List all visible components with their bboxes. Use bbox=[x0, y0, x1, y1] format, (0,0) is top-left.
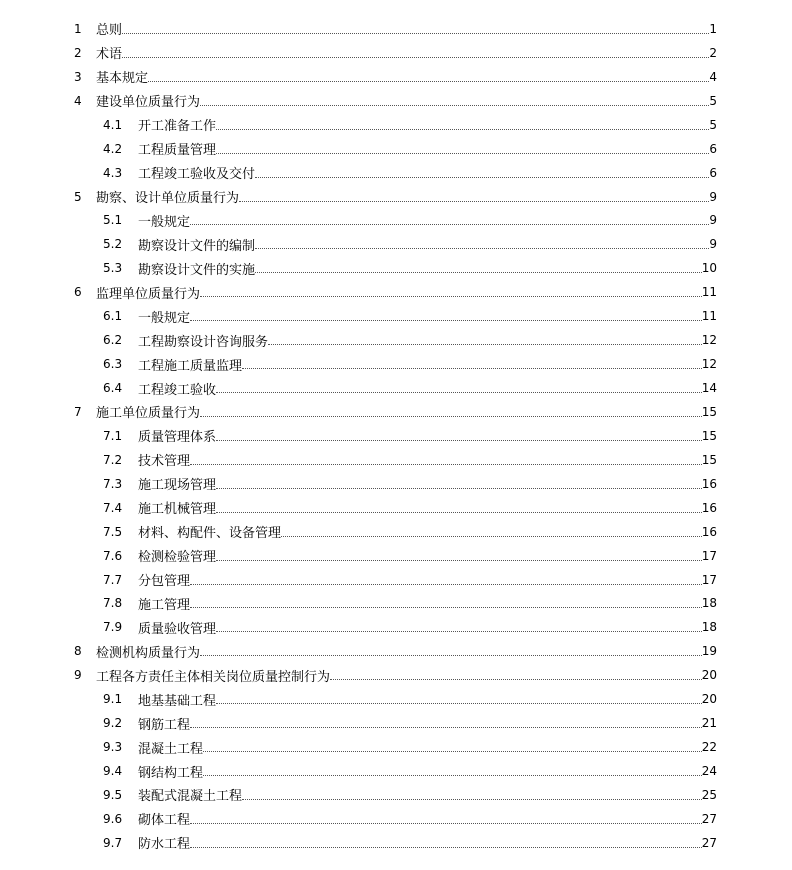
toc-entry-page: 12 bbox=[701, 357, 717, 372]
toc-dot-leader bbox=[200, 416, 702, 417]
toc-entry-number: 9.4 bbox=[103, 764, 123, 779]
toc-entry-title: 质量验收管理 bbox=[138, 621, 217, 637]
toc-section-entry bbox=[0, 568, 792, 592]
toc-entry-number: 5.2 bbox=[103, 237, 123, 252]
toc-entry-page: 17 bbox=[701, 548, 717, 563]
toc-dot-leader bbox=[239, 201, 709, 202]
toc-section-entry bbox=[0, 209, 792, 233]
toc-entry-page: 15 bbox=[701, 428, 717, 443]
toc-section-entry bbox=[0, 376, 792, 400]
toc-chapter-entry bbox=[0, 17, 792, 41]
toc-entry-page: 16 bbox=[701, 476, 717, 491]
toc-chapter-entry bbox=[0, 65, 792, 89]
toc-section-entry bbox=[0, 687, 792, 711]
toc-entry-number: 6.1 bbox=[103, 309, 123, 324]
toc-entry-number: 5.3 bbox=[103, 261, 123, 276]
toc-dot-leader bbox=[242, 368, 702, 369]
toc-dot-leader bbox=[255, 177, 709, 178]
toc-entry-title: 工程竣工验收 bbox=[138, 382, 217, 398]
toc-section-entry bbox=[0, 615, 792, 639]
toc-dot-leader bbox=[190, 320, 702, 321]
toc-entry-title: 勘察、设计单位质量行为 bbox=[96, 191, 240, 207]
toc-section-entry bbox=[0, 831, 792, 855]
toc-dot-leader bbox=[216, 153, 709, 154]
toc-section-entry bbox=[0, 592, 792, 616]
toc-entry-title: 勘察设计文件的实施 bbox=[138, 262, 256, 278]
toc-dot-leader bbox=[268, 344, 702, 345]
toc-dot-leader bbox=[242, 799, 702, 800]
toc-entry-title: 术语 bbox=[96, 47, 123, 63]
toc-entry-number: 7.8 bbox=[103, 596, 123, 611]
toc-section-entry bbox=[0, 807, 792, 831]
toc-entry-number: 7.5 bbox=[103, 524, 123, 539]
toc-section-entry bbox=[0, 232, 792, 256]
toc-section-entry bbox=[0, 424, 792, 448]
toc-entry-title: 施工管理 bbox=[138, 597, 191, 613]
toc-dot-leader bbox=[200, 105, 709, 106]
toc-entry-title: 地基基础工程 bbox=[138, 693, 217, 709]
toc-entry-page: 22 bbox=[701, 740, 717, 755]
toc-entry-number: 6 bbox=[74, 285, 82, 300]
toc-entry-page: 18 bbox=[701, 596, 717, 611]
toc-entry-title: 建设单位质量行为 bbox=[96, 95, 201, 111]
toc-section-entry bbox=[0, 304, 792, 328]
toc-entry-number: 6.4 bbox=[103, 381, 123, 396]
toc-entry-number: 9.2 bbox=[103, 716, 123, 731]
toc-dot-leader bbox=[203, 751, 702, 752]
toc-dot-leader bbox=[216, 512, 702, 513]
table-of-contents bbox=[0, 17, 792, 855]
toc-entry-page: 10 bbox=[701, 261, 717, 276]
toc-entry-number: 7.2 bbox=[103, 452, 123, 467]
toc-dot-leader bbox=[190, 727, 702, 728]
toc-entry-number: 7 bbox=[74, 404, 82, 419]
toc-entry-title: 勘察设计文件的编制 bbox=[138, 238, 256, 254]
toc-dot-leader bbox=[216, 488, 702, 489]
toc-section-entry bbox=[0, 448, 792, 472]
toc-entry-title: 监理单位质量行为 bbox=[96, 286, 201, 302]
toc-entry-page: 24 bbox=[701, 764, 717, 779]
toc-entry-page: 12 bbox=[701, 333, 717, 348]
toc-entry-title: 钢筋工程 bbox=[138, 717, 191, 733]
toc-chapter-entry bbox=[0, 400, 792, 424]
toc-dot-leader bbox=[148, 81, 709, 82]
toc-entry-number: 8 bbox=[74, 644, 82, 659]
toc-entry-number: 4 bbox=[74, 93, 82, 108]
toc-entry-title: 装配式混凝土工程 bbox=[138, 789, 243, 805]
toc-dot-leader bbox=[190, 224, 709, 225]
toc-entry-title: 一般规定 bbox=[138, 214, 191, 230]
toc-entry-number: 9.3 bbox=[103, 740, 123, 755]
toc-entry-page: 9 bbox=[709, 237, 717, 252]
toc-entry-page: 17 bbox=[701, 572, 717, 587]
toc-section-entry bbox=[0, 520, 792, 544]
toc-entry-number: 7.6 bbox=[103, 548, 123, 563]
toc-section-entry bbox=[0, 161, 792, 185]
toc-entry-page: 25 bbox=[701, 787, 717, 802]
toc-entry-title: 工程质量管理 bbox=[138, 143, 217, 159]
toc-entry-page: 20 bbox=[701, 692, 717, 707]
toc-entry-page: 16 bbox=[701, 524, 717, 539]
toc-entry-number: 4.3 bbox=[103, 165, 123, 180]
toc-entry-number: 7.7 bbox=[103, 572, 123, 587]
toc-entry-number: 7.9 bbox=[103, 620, 123, 635]
toc-entry-page: 18 bbox=[701, 620, 717, 635]
toc-dot-leader bbox=[190, 847, 702, 848]
toc-entry-title: 质量管理体系 bbox=[138, 430, 217, 446]
toc-entry-title: 技术管理 bbox=[138, 454, 191, 470]
toc-entry-number: 6.3 bbox=[103, 357, 123, 372]
toc-section-entry bbox=[0, 137, 792, 161]
toc-entry-page: 20 bbox=[701, 668, 717, 683]
toc-entry-number: 6.2 bbox=[103, 333, 123, 348]
toc-section-entry bbox=[0, 544, 792, 568]
toc-chapter-entry bbox=[0, 185, 792, 209]
toc-entry-title: 工程勘察设计咨询服务 bbox=[138, 334, 269, 350]
toc-dot-leader bbox=[190, 464, 702, 465]
toc-entry-title: 混凝土工程 bbox=[138, 741, 204, 757]
toc-entry-title: 防水工程 bbox=[138, 837, 191, 853]
toc-entry-title: 一般规定 bbox=[138, 310, 191, 326]
toc-entry-page: 5 bbox=[709, 93, 717, 108]
toc-dot-leader bbox=[122, 33, 709, 34]
toc-entry-number: 5 bbox=[74, 189, 82, 204]
toc-entry-title: 材料、构配件、设备管理 bbox=[138, 526, 282, 542]
toc-entry-page: 1 bbox=[709, 21, 717, 36]
toc-entry-title: 开工准备工作 bbox=[138, 119, 217, 135]
toc-entry-page: 2 bbox=[709, 45, 717, 60]
toc-entry-number: 2 bbox=[74, 45, 82, 60]
toc-entry-title: 钢结构工程 bbox=[138, 765, 204, 781]
toc-section-entry bbox=[0, 711, 792, 735]
toc-dot-leader bbox=[255, 248, 709, 249]
toc-chapter-entry bbox=[0, 41, 792, 65]
toc-entry-page: 15 bbox=[701, 452, 717, 467]
toc-entry-page: 5 bbox=[709, 117, 717, 132]
toc-entry-page: 4 bbox=[709, 69, 717, 84]
toc-dot-leader bbox=[216, 631, 702, 632]
toc-entry-number: 4.2 bbox=[103, 141, 123, 156]
toc-entry-number: 7.1 bbox=[103, 428, 123, 443]
toc-chapter-entry bbox=[0, 663, 792, 687]
toc-entry-page: 9 bbox=[709, 213, 717, 228]
toc-entry-page: 14 bbox=[701, 381, 717, 396]
toc-entry-page: 9 bbox=[709, 189, 717, 204]
toc-entry-title: 基本规定 bbox=[96, 71, 149, 87]
toc-section-entry bbox=[0, 783, 792, 807]
toc-entry-title: 分包管理 bbox=[138, 574, 191, 590]
toc-chapter-entry bbox=[0, 280, 792, 304]
toc-entry-page: 16 bbox=[701, 500, 717, 515]
toc-entry-title: 工程竣工验收及交付 bbox=[138, 167, 256, 183]
toc-entry-title: 砌体工程 bbox=[138, 813, 191, 829]
toc-entry-number: 9.7 bbox=[103, 835, 123, 850]
toc-entry-number: 7.3 bbox=[103, 476, 123, 491]
toc-dot-leader bbox=[216, 129, 709, 130]
toc-entry-page: 6 bbox=[709, 141, 717, 156]
toc-entry-number: 3 bbox=[74, 69, 82, 84]
toc-entry-page: 27 bbox=[701, 811, 717, 826]
toc-entry-page: 19 bbox=[701, 644, 717, 659]
toc-entry-page: 27 bbox=[701, 835, 717, 850]
toc-entry-number: 1 bbox=[74, 21, 82, 36]
toc-chapter-entry bbox=[0, 89, 792, 113]
toc-entry-title: 总则 bbox=[96, 23, 123, 39]
toc-dot-leader bbox=[255, 272, 702, 273]
toc-entry-page: 21 bbox=[701, 716, 717, 731]
toc-entry-title: 工程施工质量监理 bbox=[138, 358, 243, 374]
toc-dot-leader bbox=[216, 392, 702, 393]
toc-section-entry bbox=[0, 472, 792, 496]
toc-entry-title: 检测检验管理 bbox=[138, 550, 217, 566]
toc-dot-leader bbox=[190, 584, 702, 585]
toc-section-entry bbox=[0, 256, 792, 280]
toc-section-entry bbox=[0, 328, 792, 352]
toc-dot-leader bbox=[216, 560, 702, 561]
toc-dot-leader bbox=[216, 703, 702, 704]
toc-section-entry bbox=[0, 496, 792, 520]
toc-dot-leader bbox=[200, 296, 702, 297]
toc-section-entry bbox=[0, 735, 792, 759]
toc-entry-number: 9 bbox=[74, 668, 82, 683]
toc-entry-number: 9.1 bbox=[103, 692, 123, 707]
toc-section-entry bbox=[0, 113, 792, 137]
toc-entry-page: 15 bbox=[701, 404, 717, 419]
toc-entry-number: 9.6 bbox=[103, 811, 123, 826]
toc-entry-title: 施工机械管理 bbox=[138, 502, 217, 518]
toc-dot-leader bbox=[281, 536, 702, 537]
toc-dot-leader bbox=[330, 679, 702, 680]
toc-entry-title: 施工单位质量行为 bbox=[96, 406, 201, 422]
toc-entry-page: 6 bbox=[709, 165, 717, 180]
toc-dot-leader bbox=[190, 607, 702, 608]
toc-entry-number: 5.1 bbox=[103, 213, 123, 228]
toc-entry-page: 11 bbox=[701, 285, 717, 300]
toc-entry-number: 9.5 bbox=[103, 787, 123, 802]
toc-dot-leader bbox=[203, 775, 702, 776]
toc-entry-page: 11 bbox=[701, 309, 717, 324]
toc-entry-number: 4.1 bbox=[103, 117, 123, 132]
toc-section-entry bbox=[0, 352, 792, 376]
toc-entry-number: 7.4 bbox=[103, 500, 123, 515]
toc-entry-title: 检测机构质量行为 bbox=[96, 645, 201, 661]
toc-entry-title: 施工现场管理 bbox=[138, 478, 217, 494]
toc-dot-leader bbox=[216, 440, 702, 441]
toc-chapter-entry bbox=[0, 639, 792, 663]
toc-section-entry bbox=[0, 759, 792, 783]
toc-entry-title: 工程各方责任主体相关岗位质量控制行为 bbox=[96, 669, 331, 685]
toc-dot-leader bbox=[122, 57, 709, 58]
toc-dot-leader bbox=[190, 823, 702, 824]
toc-dot-leader bbox=[200, 655, 702, 656]
